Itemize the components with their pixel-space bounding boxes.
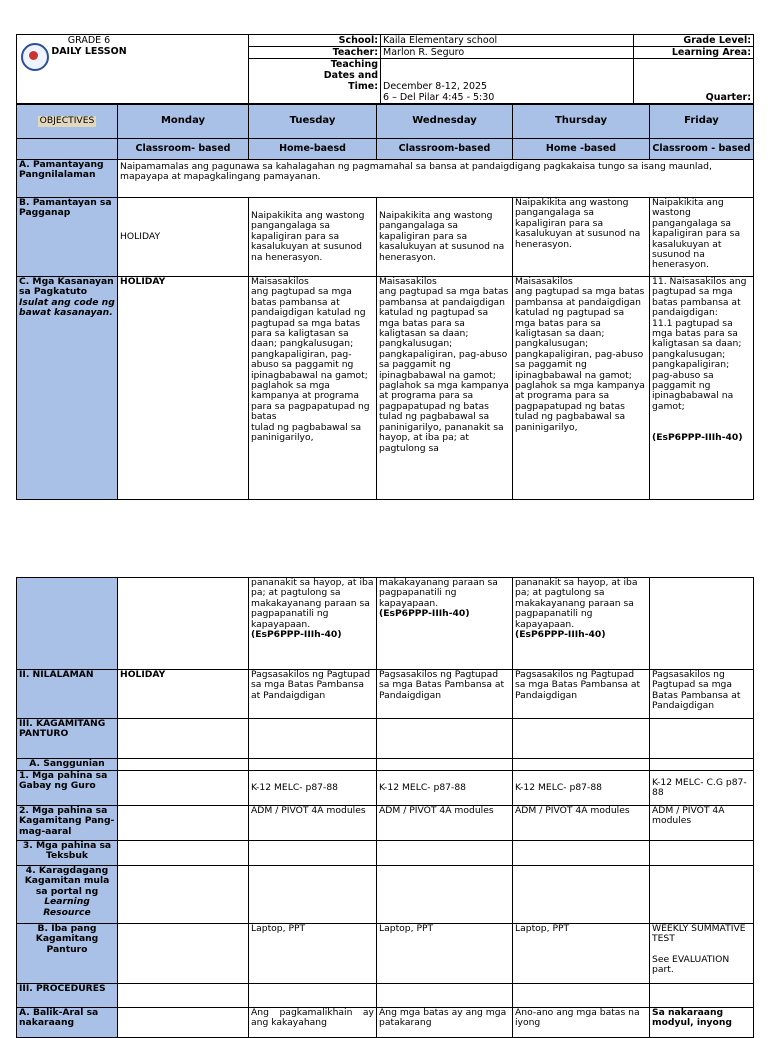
- row-b-wednesday: Naipakikita ang wastong pangangalaga sa kapaligiran para sa kasalukuyan at susunod na henerasyon.: [377, 198, 513, 277]
- day-monday: Monday: [118, 105, 249, 139]
- mode-friday: Classroom - based: [650, 139, 754, 160]
- grade-line: GRADE 6: [67, 35, 111, 46]
- row-c-label-cell: [17, 277, 118, 500]
- row-ii-friday: Pagsasakilos ng Pagtupad sa mga Batas Pambansa at Pandaigdigan: [650, 670, 754, 719]
- row-3-thursday: [513, 841, 650, 866]
- row-ii-tuesday: Pagsasakilos ng Pagtupad sa mga Batas Pambansa at Pandaigdigan: [249, 670, 377, 719]
- row-balik-aral-label: A. Balik-Aral sa nakaraang: [17, 1008, 118, 1038]
- objectives-header: [17, 105, 118, 139]
- row-4-monday: [118, 866, 249, 924]
- row-b-materials-friday-cell: [650, 924, 754, 984]
- row-c-monday: HOLIDAY: [118, 277, 249, 500]
- row-c-friday-code: (EsP6PPP-IIIh-40): [652, 432, 743, 444]
- title-line: DAILY LESSON: [51, 46, 127, 57]
- row-sanggunian-label: A. Sanggunian: [17, 759, 118, 771]
- cont-tuesday: pananakit sa hayop, at iba pa; at pagtulong sa makakayanang paraan sa pagpapanatili ng kapayapaan.: [251, 577, 374, 630]
- mode-blank: [17, 139, 118, 160]
- day-wednesday: Wednesday: [377, 105, 513, 139]
- row-1-tuesday: K-12 MELC- p87-88: [249, 771, 377, 806]
- row-sang-wednesday: [377, 759, 513, 771]
- row-4-wednesday: [377, 866, 513, 924]
- cont-thursday-cell: [513, 578, 650, 670]
- row-b-materials-friday-2: See EVALUATION part.: [652, 953, 730, 976]
- row-a-text: Naipamamalas ang pagunawa sa kahalagahan ng pagmamahal sa bansa at pandaigdigang pagkakaisa tungo sa isang maunlad, mapayapa at mapagkalingang pamayanan.: [118, 160, 754, 198]
- cont-tuesday-code: (EsP6PPP-IIIh-40): [251, 629, 342, 641]
- row-procedures-label: III. PROCEDURES: [17, 984, 118, 1008]
- row-3-monday: [118, 841, 249, 866]
- row-4-label: 4. Karagdagang Kagamitan mula sa portal ng: [24, 865, 110, 897]
- row-b-monday: HOLIDAY: [118, 198, 249, 277]
- row-2-tuesday: ADM / PIVOT 4A modules: [249, 806, 377, 841]
- cont-wednesday-code: (EsP6PPP-IIIh-40): [379, 608, 470, 620]
- mode-wednesday: Classroom-based: [377, 139, 513, 160]
- row-2-monday: [118, 806, 249, 841]
- cont-tuesday-cell: [249, 578, 377, 670]
- cont-wednesday: makakayanang paraan sa pagpapanatili ng kapayapaan.: [379, 577, 498, 609]
- row-2-label: 2. Mga pahina sa Kagamitang Pang-mag-aaral: [17, 806, 118, 841]
- row-3-label: 3. Mga pahina sa Teksbuk: [17, 841, 118, 866]
- row-c-friday: 11. Naisasakilos ang pagtupad sa mga batas pambansa at pandaigdigan: 11.1 pagtupad sa mga batas para sa kaligtasan sa daan; pangkalusugan; pangkapaligiran; pag-abuso sa paggamit ng ipinagbabawal na gamot;: [652, 276, 747, 412]
- day-friday: Friday: [650, 105, 754, 139]
- row-balik-aral-friday: Sa nakaraang modyul, inyong: [650, 1008, 754, 1038]
- lesson-plan-page-2: [16, 577, 753, 1038]
- row-1-label: 1. Mga pahina sa Gabay ng Guro: [17, 771, 118, 806]
- row-sang-tuesday: [249, 759, 377, 771]
- school-label: School:: [249, 35, 381, 47]
- row-sang-monday: [118, 759, 249, 771]
- school-value: Kaila Elementary school: [381, 35, 634, 47]
- row-b-materials-thursday: Laptop, PPT: [513, 924, 650, 984]
- row-3-friday: [650, 841, 754, 866]
- row-1-friday: K-12 MELC- C.G p87-88: [650, 771, 754, 806]
- quarter-label: Quarter:: [634, 59, 754, 104]
- row-balik-aral-monday: [118, 1008, 249, 1038]
- row-4-thursday: [513, 866, 650, 924]
- row-iii-label: III. KAGAMITANG PANTURO: [17, 719, 118, 759]
- row-c-tuesday: Maisasakilos ang pagtupad sa mga batas pambansa at pandaigdigan katulad ng pagtupad sa mga batas para sa kaligtasan sa daan; pangkalusugan; pangkapaligiran, pag-abuso sa paggamit ng ipinagbabawal na gamot; paglahok sa mga kampanya at programa para sa pagpapatupad ng batas tulad ng pagbabawal sa paninigarilyo,: [249, 277, 377, 500]
- learning-area-label: Learning Area:: [634, 47, 754, 59]
- row-b-materials-label: B. Iba pang Kagamitang Panturo: [17, 924, 118, 984]
- row-b-materials-friday-1: WEEKLY SUMMATIVE TEST: [652, 923, 746, 945]
- row-4-label-cell: [17, 866, 118, 924]
- row-balik-aral-thursday: Ano-ano ang mga batas na iyong: [513, 1008, 650, 1038]
- continuation-table: [16, 577, 754, 1038]
- mode-thursday: Home -based: [513, 139, 650, 160]
- row-iii-monday: [118, 719, 249, 759]
- row-b-tuesday: Naipakikita ang wastong pangangalaga sa kapaligiran para sa kasalukuyan at susunod na henerasyon.: [249, 198, 377, 277]
- row-2-wednesday: ADM / PIVOT 4A modules: [377, 806, 513, 841]
- cont-wednesday-cell: [377, 578, 513, 670]
- row-b-materials-monday: [118, 924, 249, 984]
- row-4-friday: [650, 866, 754, 924]
- mode-monday: Classroom- based: [118, 139, 249, 160]
- row-b-materials-wednesday: Laptop, PPT: [377, 924, 513, 984]
- row-sang-thursday: [513, 759, 650, 771]
- lesson-plan-page-1: [16, 34, 753, 500]
- row-2-thursday: ADM / PIVOT 4A modules: [513, 806, 650, 841]
- row-b-materials-tuesday: Laptop, PPT: [249, 924, 377, 984]
- cont-thursday-code: (EsP6PPP-IIIh-40): [515, 629, 606, 641]
- row-proc-monday: [118, 984, 249, 1008]
- row-iii-wednesday: [377, 719, 513, 759]
- row-proc-friday: [650, 984, 754, 1008]
- row-proc-wednesday: [377, 984, 513, 1008]
- row-c-note: Isulat ang code ng bawat kasanayan.: [19, 296, 115, 319]
- row-3-wednesday: [377, 841, 513, 866]
- cont-thursday: pananakit sa hayop, at iba pa; at pagtulong sa makakayanang paraan sa pagpapanatili ng kapayapaan.: [515, 577, 638, 630]
- row-c-friday-cell: [650, 277, 754, 500]
- row-a-label: A. Pamantayang Pangnilalaman: [17, 160, 118, 198]
- dates-value-1: December 8-12, 2025: [383, 81, 488, 92]
- mode-tuesday: Home-baesd: [249, 139, 377, 160]
- objectives-table: [16, 104, 754, 500]
- row-b-friday: Naipakikita ang wastong pangangalaga sa kapaligiran para sa kasalukuyan at susunod na henerasyon.: [650, 198, 754, 277]
- day-thursday: Thursday: [513, 105, 650, 139]
- row-proc-tuesday: [249, 984, 377, 1008]
- row-1-wednesday: K-12 MELC- p87-88: [377, 771, 513, 806]
- row-ii-label: II. NILALAMAN: [17, 670, 118, 719]
- row-iii-thursday: [513, 719, 650, 759]
- dates-label: Teaching Dates and Time:: [249, 59, 381, 104]
- row-1-monday: [118, 771, 249, 806]
- dates-value: [381, 59, 634, 104]
- header-table: [16, 34, 754, 104]
- teacher-value: Marlon R. Seguro: [381, 47, 634, 59]
- row-ii-wednesday: Pagsasakilos ng Pagtupad sa mga Batas Pambansa at Pandaigdigan: [377, 670, 513, 719]
- row-balik-aral-wednesday: Ang mga batas ay ang mga patakarang: [377, 1008, 513, 1038]
- row-iii-friday: [650, 719, 754, 759]
- cont-label: [17, 578, 118, 670]
- row-4-tuesday: [249, 866, 377, 924]
- row-4-label-italic: Learning Resource: [43, 896, 91, 918]
- row-c-thursday: Maisasakilos ang pagtupad sa mga batas pambansa at pandaigdigan katulad ng pagtupad sa mga batas para sa kaligtasan sa daan; pangkalusugan; pangkapaligiran, pag-abuso sa paggamit ng ipinagbabawal na gamot; paglahok sa mga kampanya at programa para sa pagpapatupad ng batas tulad ng pagbabawal sa paninigarilyo,: [513, 277, 650, 500]
- teacher-label: Teacher:: [249, 47, 381, 59]
- row-proc-thursday: [513, 984, 650, 1008]
- dates-value-2: 6 – Del Pilar 4:45 - 5:30: [383, 92, 495, 103]
- row-b-label: B. Pamantayan sa Pagganap: [17, 198, 118, 277]
- objectives-label: OBJECTIVES: [39, 115, 95, 127]
- cont-friday: [650, 578, 754, 670]
- grade-level-label: Grade Level:: [634, 35, 754, 47]
- row-3-tuesday: [249, 841, 377, 866]
- row-balik-aral-tuesday: Ang pagkamalikhain ay ang kakayahang: [249, 1008, 377, 1038]
- row-b-thursday: Naipakikita ang wastong pangangalaga sa kapaligiran para sa kasalukuyan at susunod na henerasyon.: [513, 198, 650, 277]
- row-c-wednesday: Maisasakilos ang pagtupad sa mga batas pambansa at pandaigdigan katulad ng pagtupad sa mga batas para sa kaligtasan sa daan; pangkalusugan; pangkapaligiran, pag-abuso sa paggamit ng ipinagbabawal na gamot; paglahok sa mga kampanya at programa para sa pagpapatupad ng batas tulad ng pagbabawal sa paninigarilyo, pananakit sa hayop, at iba pa; at pagtulong sa: [377, 277, 513, 500]
- row-2-friday: ADM / PIVOT 4A modules: [650, 806, 754, 841]
- cont-monday: [118, 578, 249, 670]
- row-ii-monday: HOLIDAY: [118, 670, 249, 719]
- row-1-thursday: K-12 MELC- p87-88: [513, 771, 650, 806]
- row-iii-tuesday: [249, 719, 377, 759]
- day-tuesday: Tuesday: [249, 105, 377, 139]
- row-sang-friday: [650, 759, 754, 771]
- row-c-label: C. Mga Kasanayan sa Pagkatuto: [19, 276, 114, 298]
- header-logo-cell: [17, 35, 249, 104]
- row-ii-thursday: Pagsasakilos ng Pagtupad sa mga Batas Pambansa at Pandaigdigan: [513, 670, 650, 719]
